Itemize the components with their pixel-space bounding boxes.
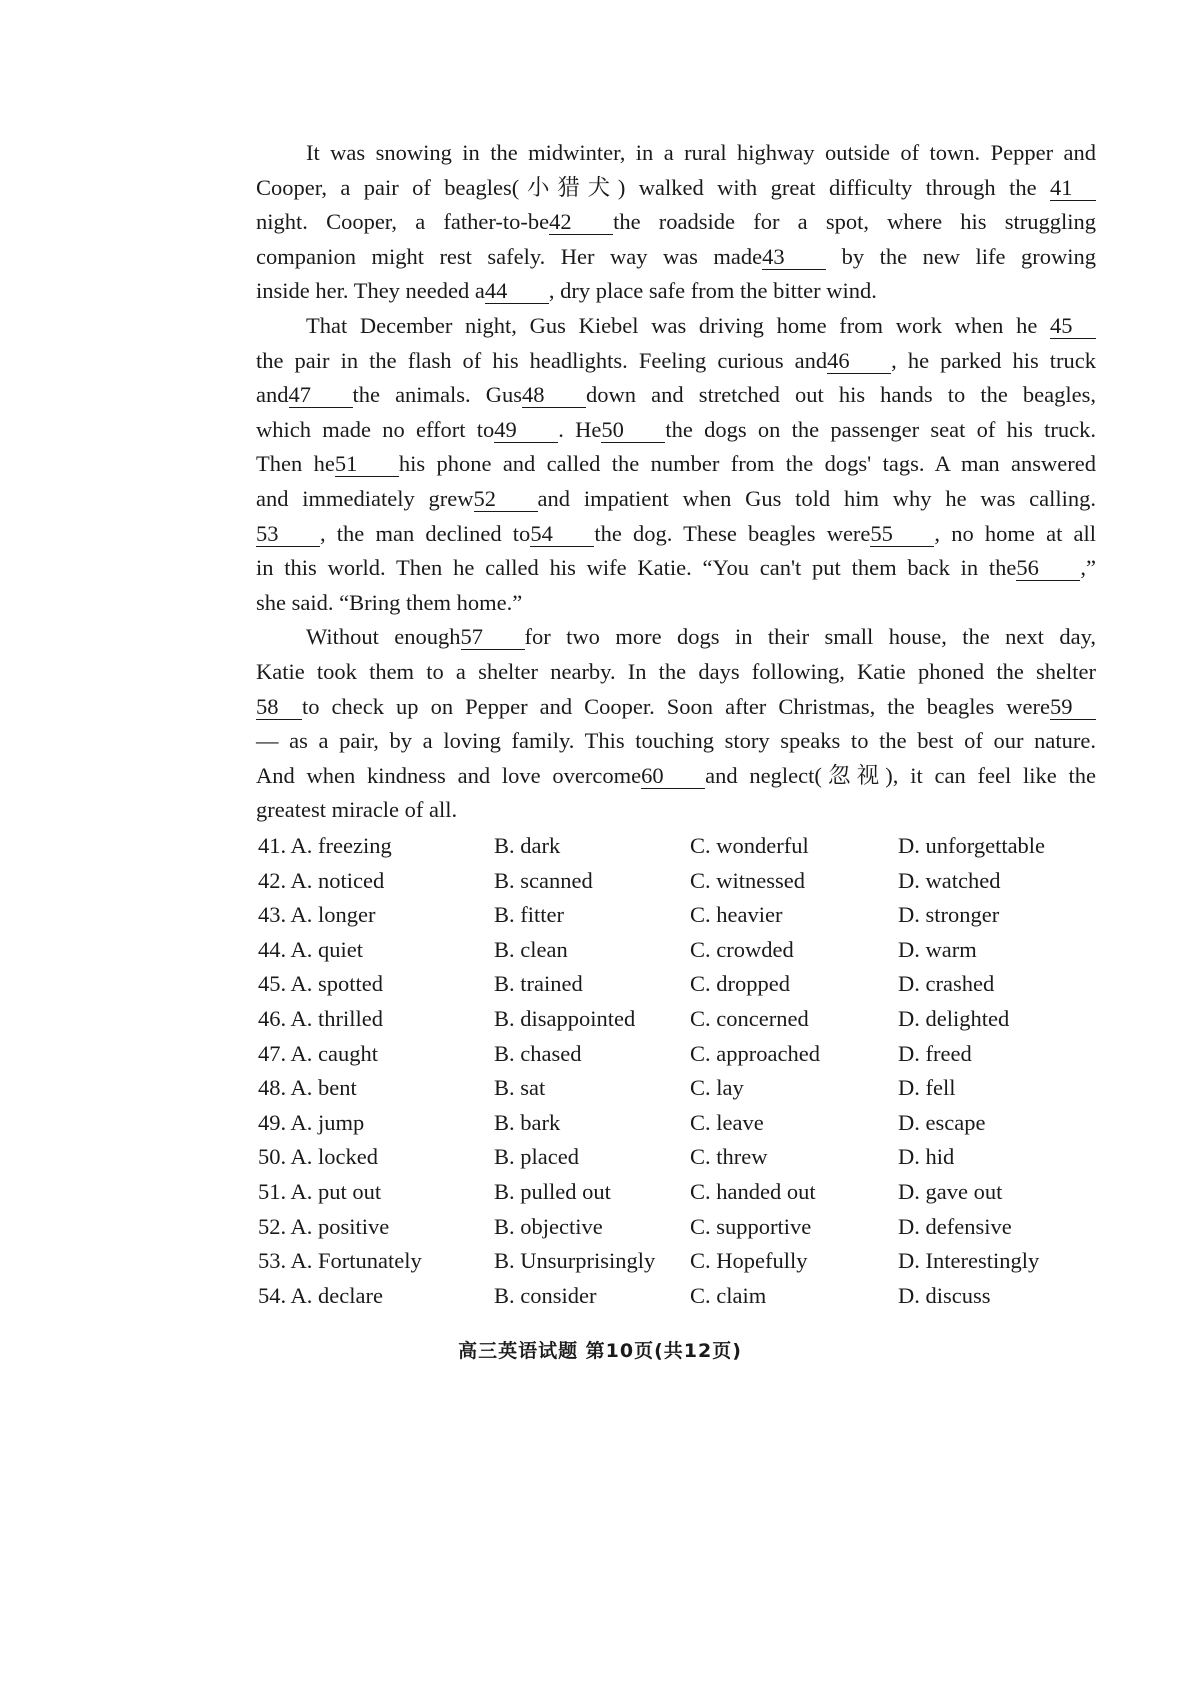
blank-number: 48 (522, 383, 586, 408)
passage-text: . He (558, 416, 602, 442)
option-a-text: A. spotted (290, 971, 384, 997)
passage-line (256, 724, 1096, 759)
passage-text: the dog. These beagles were (594, 520, 871, 546)
option-d: D. unforgettable (898, 833, 1046, 858)
passage-text: and neglect(忽视), it can feel like the (705, 762, 1096, 788)
option-a-text: A. jump (290, 1109, 365, 1135)
option-a (258, 1279, 383, 1314)
option-c: C. lay (690, 1075, 744, 1101)
passage-text: greatest miracle of all. (256, 797, 458, 823)
option-c: C. approached (690, 1040, 820, 1066)
passage-line (256, 378, 1096, 413)
passage-text: Cooper, a pair of beagles(小猎犬) walked with great difficulty through the (256, 174, 1050, 200)
option-a-text: A. locked (290, 1144, 378, 1170)
blank-number: 53 (256, 522, 320, 547)
passage-line (256, 171, 1096, 206)
passage-text: And when kindness and love overcome (256, 762, 642, 788)
passage-line (256, 205, 1096, 240)
option-c: C. dropped (690, 971, 790, 997)
option-d: D. watched (898, 867, 1001, 893)
blank-number: 47 (289, 383, 353, 408)
blank-number: 60 (641, 764, 705, 789)
passage-text: companion might rest safely. Her way was made (256, 243, 763, 269)
option-row (258, 1279, 1098, 1314)
blank-number: 59 (1050, 695, 1096, 720)
question-number: 50. (258, 1144, 287, 1170)
passage-text: and immediately grew (256, 485, 474, 511)
blank-number: 52 (474, 487, 538, 512)
question-number: 53. (258, 1248, 287, 1274)
passage-line (256, 655, 1096, 690)
passage-line (256, 482, 1096, 517)
blank-number: 56 (1016, 556, 1080, 581)
passage-text: That December night, Gus Kiebel was driving home from work when he (306, 312, 1050, 338)
question-number: 54. (258, 1282, 287, 1308)
option-b: B. pulled out (494, 1178, 611, 1204)
option-c: C. concerned (690, 1005, 809, 1031)
option-a-text: A. put out (290, 1178, 382, 1204)
passage-text: , the man declined to (320, 520, 531, 546)
option-d: D. fell (898, 1075, 956, 1101)
question-number: 41. (258, 833, 287, 858)
question-number: 44. (258, 936, 287, 962)
option-a-text: A. Fortunately (290, 1248, 422, 1274)
passage-line (256, 586, 1096, 621)
passage-line (256, 136, 1096, 171)
option-b: B. trained (494, 971, 583, 997)
option-b: B. fitter (494, 902, 564, 928)
option-a-text: A. thrilled (290, 1005, 383, 1031)
option-d: D. defensive (898, 1213, 1012, 1239)
passage-text: his phone and called the number from the dogs' tags. A man answered (398, 451, 1097, 477)
option-d: D. escape (898, 1109, 986, 1135)
question-number: 42. (258, 867, 287, 893)
blank-number: 51 (335, 452, 399, 477)
blank-number: 46 (827, 349, 891, 374)
passage-line (256, 620, 1096, 655)
passage-text: Katie took them to a shelter nearby. In the days following, Katie phoned the shelter (256, 658, 1096, 684)
blank-number: 54 (530, 522, 594, 547)
passage-text: which made no effort to (256, 416, 495, 442)
option-c: C. wonderful (690, 833, 809, 858)
option-d: D. stronger (898, 902, 1000, 928)
passage-text: inside her. They needed a (256, 278, 485, 304)
passage-text: the pair in the flash of his headlights. Feeling curious and (256, 347, 828, 373)
option-c: C. claim (690, 1282, 767, 1308)
question-number: 48. (258, 1075, 287, 1101)
option-d: D. freed (898, 1040, 972, 1066)
passage-text: in this world. Then he called his wife Katie. “You can't put them back in the (256, 555, 1017, 581)
option-a (258, 1210, 389, 1245)
option-a (258, 864, 384, 899)
option-row (258, 933, 1098, 968)
option-a (258, 1002, 383, 1037)
passage-text: the dogs on the passenger seat of his truck. (665, 416, 1096, 442)
blank-number: 55 (870, 522, 934, 547)
blank-number: 42 (549, 210, 613, 235)
passage-line (256, 240, 1096, 275)
option-a-text: A. longer (290, 902, 376, 928)
option-b: B. consider (494, 1282, 597, 1308)
option-c: C. heavier (690, 902, 783, 928)
blank-number: 45 (1050, 314, 1096, 339)
option-row (258, 898, 1098, 933)
passage-line (256, 344, 1096, 379)
option-c: C. leave (690, 1109, 764, 1135)
option-d: D. delighted (898, 1005, 1010, 1031)
option-c: C. threw (690, 1144, 768, 1170)
option-b: B. scanned (494, 867, 593, 893)
passage-line (256, 517, 1096, 552)
passage-text: the roadside for a spot, where his struggling (613, 209, 1096, 235)
passage-line (256, 759, 1096, 794)
option-a (258, 898, 376, 933)
option-b: B. bark (494, 1109, 561, 1135)
option-a (258, 1244, 422, 1279)
option-d: D. gave out (898, 1178, 1003, 1204)
passage-line (256, 690, 1096, 725)
passage-text: , dry place safe from the bitter wind. (548, 278, 877, 304)
option-a (258, 1106, 364, 1141)
option-row (258, 1210, 1098, 1245)
passage-text: It was snowing in the midwinter, in a rural highway outside of town. Pepper and (306, 140, 1096, 165)
question-number: 47. (258, 1040, 287, 1066)
passage-text: — as a pair, by a loving family. This touching story speaks to the best of our nature. (256, 728, 1096, 754)
passage-line (256, 551, 1096, 586)
passage-text: the animals. Gus (352, 382, 523, 408)
passage-text: down and stretched out his hands to the beagles, (586, 382, 1096, 408)
option-a (258, 829, 392, 864)
option-a (258, 1071, 357, 1106)
option-d: D. crashed (898, 971, 995, 997)
passage-text: Without enough (306, 624, 461, 650)
option-b: B. disappointed (494, 1005, 636, 1031)
question-number: 49. (258, 1109, 287, 1135)
blank-number: 50 (601, 418, 665, 443)
option-b: B. clean (494, 936, 568, 962)
question-number: 43. (258, 902, 287, 928)
option-a (258, 1175, 381, 1210)
option-c: C. handed out (690, 1178, 816, 1204)
passage-text: , he parked his truck (891, 347, 1096, 373)
option-a (258, 967, 383, 1002)
page-footer: 高三英语试题 第10页(共12页) (458, 1340, 742, 1362)
option-row (258, 1071, 1098, 1106)
option-row (258, 1037, 1098, 1072)
option-row (258, 864, 1098, 899)
passage-text: and (256, 382, 289, 408)
option-c: C. witnessed (690, 867, 805, 893)
option-row (258, 1244, 1098, 1279)
blank-number: 49 (494, 418, 558, 443)
answer-options (258, 829, 1098, 1313)
question-number: 51. (258, 1178, 287, 1204)
option-b: B. placed (494, 1144, 579, 1170)
option-row (258, 967, 1098, 1002)
question-number: 52. (258, 1213, 287, 1239)
option-d: D. warm (898, 936, 977, 962)
option-a-text: A. bent (290, 1075, 357, 1101)
passage-line (256, 309, 1096, 344)
option-d: D. Interestingly (898, 1248, 1040, 1274)
question-number: 46. (258, 1005, 287, 1031)
passage-line (256, 793, 1096, 828)
option-b: B. chased (494, 1040, 582, 1066)
option-a (258, 1140, 378, 1175)
passage-text: for two more dogs in their small house, the next day, (524, 624, 1097, 650)
passage-line (256, 274, 1096, 309)
passage-text: ,” (1080, 555, 1096, 581)
blank-number: 41 (1050, 176, 1096, 201)
option-a-text: A. quiet (290, 936, 364, 962)
option-a-text: A. caught (290, 1040, 378, 1066)
passage-line (256, 447, 1096, 482)
option-row (258, 1106, 1098, 1141)
passage-text: to check up on Pepper and Cooper. Soon after Christmas, the beagles were (302, 693, 1050, 719)
option-a-text: A. declare (290, 1282, 383, 1308)
option-row (258, 829, 1098, 864)
option-a-text: A. noticed (290, 867, 385, 893)
option-b: B. objective (494, 1213, 603, 1239)
option-d: D. discuss (898, 1282, 991, 1308)
passage-text: night. Cooper, a father-to-be (256, 209, 550, 235)
option-a (258, 1037, 378, 1072)
option-a-text: A. positive (290, 1213, 390, 1239)
question-number: 45. (258, 971, 287, 997)
option-b: B. dark (494, 833, 561, 858)
blank-number: 58 (256, 695, 302, 720)
option-a-text: A. freezing (290, 833, 392, 858)
passage-text: she said. “Bring them home.” (256, 589, 523, 615)
blank-number: 44 (485, 279, 549, 304)
option-row (258, 1140, 1098, 1175)
option-c: C. supportive (690, 1213, 812, 1239)
blank-number: 57 (461, 625, 525, 650)
option-c: C. crowded (690, 936, 794, 962)
passage-text: , no home at all (934, 520, 1096, 546)
passage-text: and impatient when Gus told him why he was calling. (537, 485, 1096, 511)
passage-line (256, 413, 1096, 448)
passage-text: by the new life growing (826, 243, 1096, 269)
option-b: B. Unsurprisingly (494, 1248, 656, 1274)
blank-number: 43 (762, 245, 826, 270)
cloze-passage (256, 136, 1096, 828)
option-c: C. Hopefully (690, 1248, 808, 1274)
passage-text: Then he (256, 451, 335, 477)
option-a (258, 933, 363, 968)
option-d: D. hid (898, 1144, 955, 1170)
option-b: B. sat (494, 1075, 546, 1101)
option-row (258, 1175, 1098, 1210)
option-row (258, 1002, 1098, 1037)
